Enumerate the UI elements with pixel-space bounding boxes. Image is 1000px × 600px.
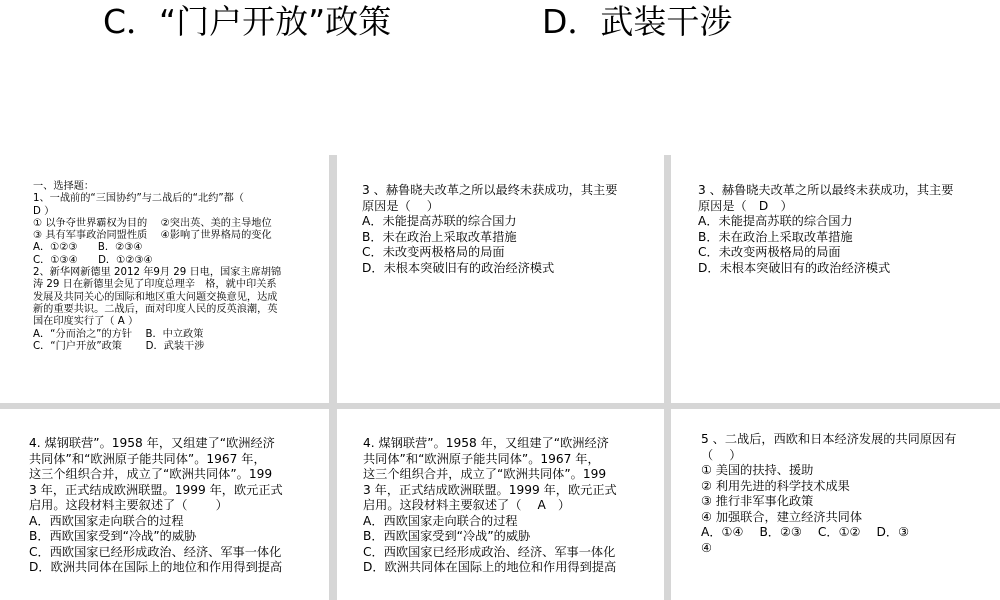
slide-text-line: D．欧洲共同体在国际上的地位和作用得到提高 [29, 560, 283, 574]
option-c-text: C．“门户开放”政策 [103, 2, 392, 41]
slide-text-line: 3 、赫鲁晓夫改革之所以最终未获成功，其主要 [698, 183, 954, 197]
slide-thumbnail-5[interactable] [337, 409, 664, 600]
slide-text-line: ① 以争夺世界霸权为目的 ②突出英、美的主导地位 [33, 217, 272, 229]
slide-text-line: A．未能提高苏联的综合国力 [362, 214, 517, 228]
slide-text-line: ③ 推行非军事化政策 [701, 494, 814, 508]
slide-text-line: B．西欧国家受到“冷战”的威胁 [29, 529, 197, 543]
slide-text-line: A．①②③ B．②③④ [33, 242, 143, 254]
slide-text-line: ③ 具有军事政治同盟性质 ④影响了世界格局的变化 [33, 230, 272, 242]
slide-text-line: A．“分而治之”的方针 B．中立政策 [33, 328, 204, 340]
slide-text-line: 4. 煤钢联营”。1958 年，又组建了“欧洲经济 [363, 436, 609, 450]
slide-text-line: D ） [33, 205, 55, 217]
slide-text-line: 新的重要共识。二战后，面对印度人民的反英浪潮，英 [33, 303, 278, 315]
slide-text-line: C．“门户开放”政策 D．武装干涉 [33, 340, 205, 352]
slide-text-line: C．①③④ D．①②③④ [33, 254, 153, 266]
slide-text-line: 3 年，正式结成欧洲联盟。1999 年，欧元正式 [29, 482, 283, 497]
slide-text-line: 共同体”和“欧洲原子能共同体”。1967 年， [29, 451, 266, 466]
slide-text-line: 启用。这段材料主要叙述了（ A ） [363, 498, 571, 512]
slide-text-line: 原因是（ ） [362, 198, 439, 213]
slide-text-line: 启用。这段材料主要叙述了（ ） [29, 498, 228, 512]
slide-text-line: D．未根本突破旧有的政治经济模式 [362, 260, 555, 275]
slide-text-line: B．未在政治上采取改革措施 [698, 229, 853, 244]
slide-text-line: 发展及共同关心的国际和地区重大问题交换意见，达成 [33, 291, 278, 303]
slide-text-line: 这三个组织合并，成立了“欧洲共同体”。199 [363, 467, 607, 481]
slide-text-line: C．西欧国家已经形成政治、经济、军事一体化 [363, 544, 616, 559]
slide-thumbnail-4[interactable] [0, 409, 329, 600]
slide-text-line: 共同体”和“欧洲原子能共同体”。1967 年， [363, 451, 600, 466]
slide-text-line: C．西欧国家已经形成政治、经济、军事一体化 [29, 544, 282, 559]
slide-text-line: 1、一战前的“三国协约”与二战后的“北约”都（ [33, 193, 244, 205]
slide-text-line: （ ） [701, 447, 742, 462]
slide-text-line: B．未在政治上采取改革措施 [362, 229, 517, 244]
slide-text-line: A．西欧国家走向联合的过程 [363, 513, 518, 528]
slide-text-line: A．未能提高苏联的综合国力 [698, 214, 853, 228]
slide-text-line: 2、新华网新德里 2012 年9月 29 日电，国家主席胡锦 [33, 267, 282, 279]
slide-text-line: ④ [701, 540, 712, 555]
slide-text-line: 这三个组织合并，成立了“欧洲共同体”。199 [29, 467, 273, 481]
slide-text-line: ① 美国的扶持、援助 [701, 463, 814, 477]
slide-text-line: 3 年，正式结成欧洲联盟。1999 年，欧元正式 [363, 482, 617, 497]
previous-slide-strip [0, 0, 1000, 155]
slide-text-line: 一、选择题： [33, 181, 95, 192]
slide-thumbnail-2[interactable] [337, 155, 664, 403]
option-d-text: D．武装干涉 [542, 2, 733, 41]
slide-text-line: A．西欧国家走向联合的过程 [29, 513, 184, 528]
slide-text-line: B．西欧国家受到“冷战”的威胁 [363, 529, 531, 543]
slide-thumbnail-6[interactable] [671, 409, 1000, 600]
slide-thumbnail-3[interactable] [671, 155, 1000, 403]
slide-text-line: D．欧洲共同体在国际上的地位和作用得到提高 [363, 560, 617, 574]
slide-text-line: 5 、二战后，西欧和日本经济发展的共同原因有 [701, 432, 957, 446]
slide-text-line: C．未改变两极格局的局面 [698, 245, 841, 259]
slide-text-line: A．①④ B．②③ C．①② D．③ [701, 525, 910, 539]
slide-text-line: 4. 煤钢联营”。1958 年，又组建了“欧洲经济 [29, 436, 275, 450]
slide-text-line: 涛 29 日在新德里会见了印度总理辛 格，就中印关系 [33, 279, 277, 291]
slide-text-line: 国在印度实行了（ A ） [33, 316, 139, 328]
slide-text-line: D．未根本突破旧有的政治经济模式 [698, 260, 891, 275]
slide-text-line: ④ 加强联合，建立经济共同体 [701, 509, 863, 524]
slide-text-line: ② 利用先进的科学技术成果 [701, 478, 850, 493]
slide-text-line: 原因是（ D ） [698, 198, 793, 213]
slide-text-line: 3 、赫鲁晓夫改革之所以最终未获成功，其主要 [362, 183, 618, 197]
slide-text-line: C．未改变两极格局的局面 [362, 245, 505, 259]
slide-thumbnail-1[interactable] [0, 155, 329, 403]
